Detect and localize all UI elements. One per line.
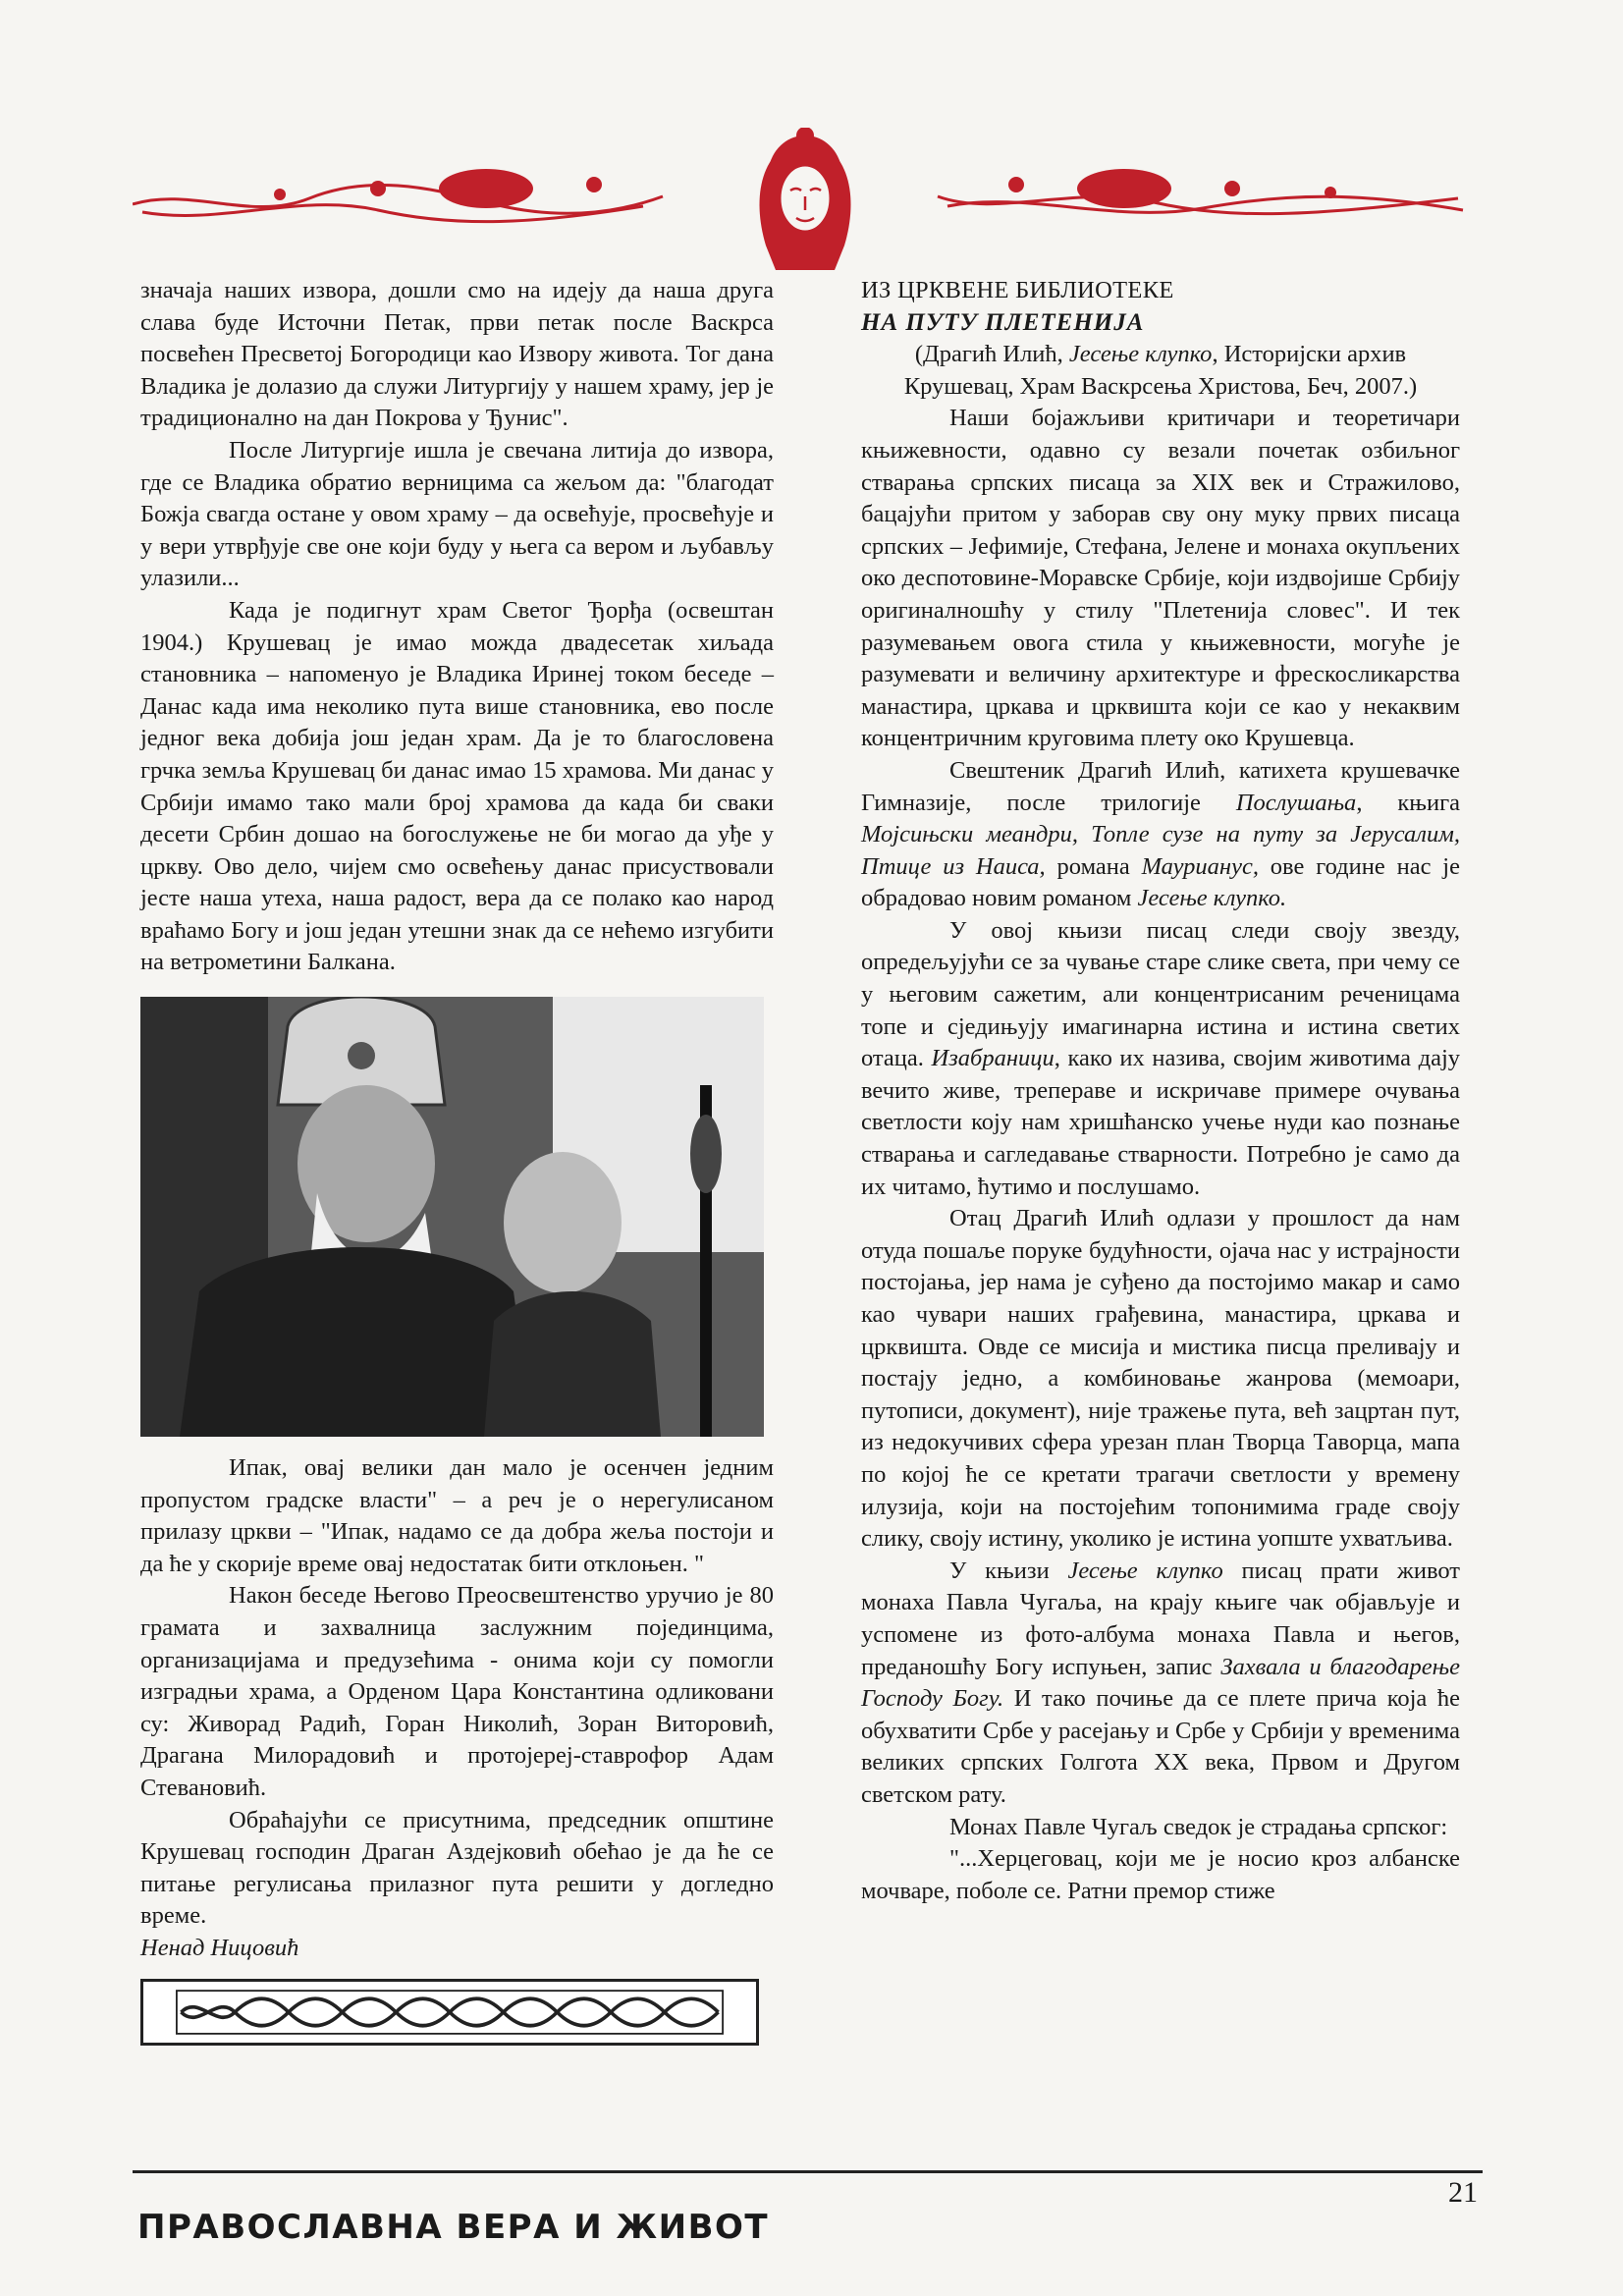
- text-run: У књизи: [949, 1557, 1068, 1584]
- journal-title: ПРАВОСЛАВНА ВЕРА И ЖИВОТ: [137, 2208, 770, 2247]
- right-paragraph: [861, 1556, 1460, 1812]
- page-number: 21: [1448, 2176, 1478, 2209]
- right-column: [861, 275, 1460, 1907]
- citation-book-title: Јесење клупко: [1068, 341, 1213, 368]
- text-run: романа: [1045, 852, 1142, 880]
- knotwork-ornament: [140, 1979, 759, 2046]
- text-run: , књига: [1356, 789, 1461, 816]
- left-paragraph: После Литургије ишла је свечана литија до извора, где се Владика обратио верницима са жељом да: "благодат Божја свагда остане у овом храму – да освећује, просвећује и у вери утврђује све оне који буду у њега са вером и љубављу улазили...: [140, 436, 774, 592]
- citation-text: (Драгић Илић,: [914, 341, 1069, 368]
- article-title: НА ПУТУ ПЛЕТЕНИЈА: [861, 308, 1145, 336]
- text-run: писац прати живот монаха Павла Чугаља, на крају књиге чак објављује и успомене из фото-албума монаха Павла и његов, преданошћу Богу испуњен, запис: [861, 1557, 1461, 1680]
- right-paragraph: Отац Драгић Илић одлази у прошлост да нам отуда пошаље поруке будућности, ојача нас у истрајности постојања, јер нама је суђено да постојимо макар и само као чувари наших грађевина, манастира, цркава и црквишта. Овде се мисија и мистика писца преливају и постају једно, а комбиновање жанрова (мемоари, путописи, документ), није тражење пута, већ зацртан пут, из недокучивих сфера урезан план Творца Таворца, мапа по којој ће се кретати трагачи светлости у времену илузија, који на постојећим топонимима граде своју слику, своју истину, уколико је истина уопште ухватљива.: [861, 1205, 1460, 1553]
- text-run: У овој књизи писац следи своју звезду, опредељујући се за чување старе слике света, при чему се у његовим сажетим, али концентрисаним реченицама топе и сједињују имагинарна истина и истина светих отаца.: [861, 916, 1460, 1072]
- citation-text: , Историјски архив Крушевац, Храм Васкрсења Христова, Беч, 2007.): [903, 341, 1418, 400]
- book-citation: [861, 339, 1460, 403]
- right-paragraph: Монах Павле Чугаљ сведок је страдања српског:: [949, 1813, 1448, 1840]
- left-paragraph: Након беседе Његово Преосвештенство уручио је 80 грамата и захвалница заслужним појединцима, организацијама и предузећима - онима који су помогли изградњи храма, а Орденом Цара Константина одликовани су: Живорад Радић, Горан Николић, Зоран Витoровић, Драгана Милорадовић и протојереј-ставрофор Адам Стевановић.: [140, 1582, 774, 1801]
- right-paragraph: Наши бојажљиви критичари и теоретичари књижевности, одавно су везали почетак озбиљног стварања српских писаца за XIX век и Стражилово, бацајући притом у заборав сву ону муку првих писаца српских – Јефимије, Стефана, Јелене и монаха окупљених око деспотовине-Моравске Србије, који издвојише Србију оригиналношћу у стилу "Плетенија словес". И тек разумевањем овога стила у књижевности, могуће је разумевати и величину архитектуре и фрескосликарства манастира, цркава и црквишта који се као у некаквим концентричним круговима плету око Крушевца.: [861, 405, 1460, 752]
- right-paragraph: [861, 915, 1460, 1203]
- book-title: Захвала и благодарење Господу Богу.: [861, 1653, 1460, 1713]
- book-title: Мојсињски меандри, Топле сузе на путу за Јерусалим, Птице из Наиса,: [861, 821, 1460, 880]
- book-title: Јесење клупко: [1067, 1557, 1223, 1584]
- section-label: ИЗ ЦРКВЕНЕ БИБЛИОТЕКЕ: [861, 277, 1174, 303]
- text-run: Свештеник Драгић Илић, катихета крушевачке Гимназије, после трилогије: [861, 756, 1460, 816]
- right-paragraph: "...Херцеговац, који ме је носио кроз албанске мочваре, поболе се. Ратни премор стиже: [861, 1845, 1460, 1904]
- photo-figure-icon: [140, 997, 764, 1437]
- right-paragraph: [861, 755, 1460, 915]
- footer-rule: [133, 2170, 1483, 2173]
- left-paragraph: Ипак, овај велики дан мало је осенчен једним пропустом градске власти" – а реч је о нерегулисаном прилазу цркви – "Ипак, надамо се да добра жеља постоји и да ће у скорије време овај недостатак бити отклоњен. ": [140, 1454, 774, 1577]
- photo-bishop-liturgy: [140, 997, 764, 1437]
- header-ornament: [133, 128, 1468, 275]
- book-title: Послушања: [1235, 789, 1357, 816]
- book-title: Јесење клупко.: [1137, 885, 1287, 912]
- left-paragraph: значаја наших извора, дошли смо на идеју да наша друга слава буде Источни Петак, први петак после Васкрса посвећен Пресветој Богородици као Извору живота. Тог дана Владика је долазио да служи Литургију у нашем храму, јер је традиционално на дан Покрова у Ђунис".: [140, 277, 774, 432]
- left-paragraph: Када је подигнут храм Светог Ђорђа (освештан 1904.) Крушевац је имао можда двадесетак хиљада становника – напоменуо је Владика Иринеј током беседе – Данас када има неколико пута више становника, ево после једног века добија још један храм. Да је то благословена грчка земља Крушевац би данас имао 15 храмова. Ми данас у Србији имамо тако мали број храмова да када би сваки десети Србин дошао на богослужење не би могао да уђе у цркву. Ово дело, чијем смо освећењу данас присуствовали јесте наша утеха, наша радост, вера да се полако као народ враћамо Богу и још један утешни знак да се нећемо изгубити на ветрометини Балкана.: [140, 596, 774, 976]
- left-paragraph: Обраћајући се присутнима, председник општине Крушевац господин Драган Аздејковић обећао је да ће се питање регулисања прилазног пута решити у догледно време.: [140, 1806, 774, 1930]
- text-run: ове године нас је обрадовао новим романом: [861, 852, 1460, 912]
- left-column: [140, 275, 774, 2054]
- text-run: И тако почиње да се плете прича која ће обухватити Србе у расејању и Србе у Србији у временима великих српских Голгота XX века, Првом и Другом светском рату.: [861, 1685, 1460, 1808]
- article-author: Ненад Ницовић: [140, 1934, 299, 1961]
- icon-of-virgin-mary-ornament: [759, 128, 850, 270]
- italic-term: Изабраници: [931, 1045, 1055, 1072]
- text-run: , како их назива, својим животима дају вечито живе, треперавe и искричаве примере очувања светлости коју нам хришћанско учење нуди као познање стварања и сагледавање стварности. Потребно је само да их читамо, ћутимо и послушамо.: [861, 1045, 1460, 1200]
- book-title: Маурианус,: [1141, 852, 1259, 880]
